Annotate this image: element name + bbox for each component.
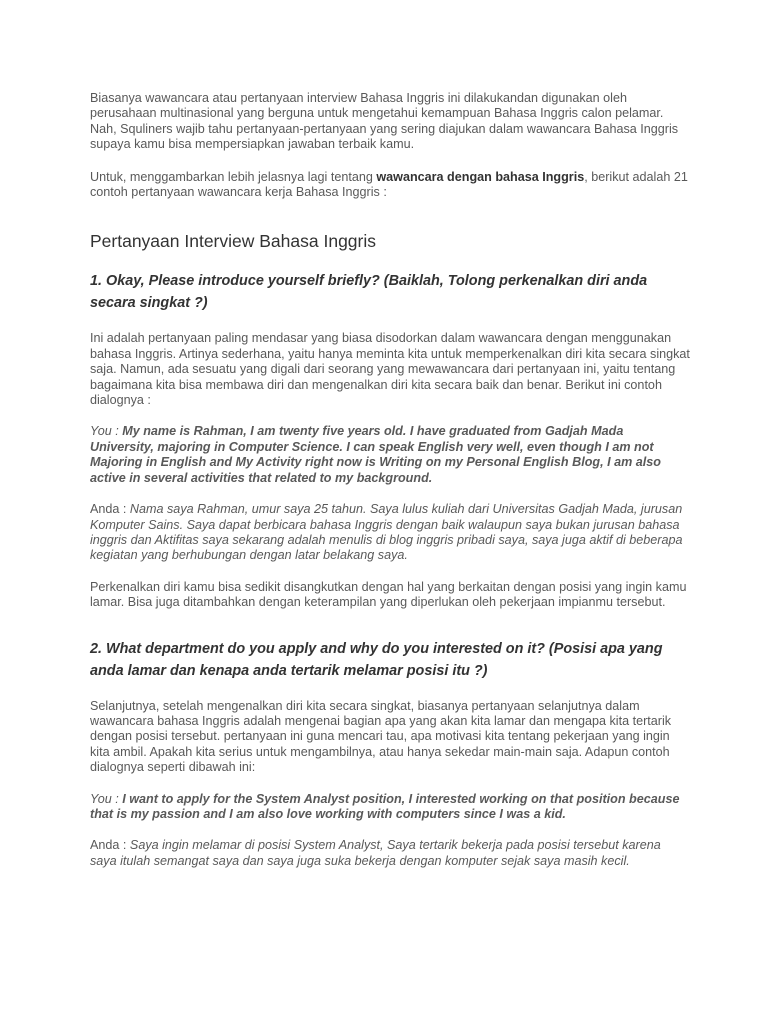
anda-label: Anda : — [90, 502, 130, 517]
anda-answer: Nama saya Rahman, umur saya 25 tahun. Saya lulus kuliah dari Universitas Gadjah Mada, jurusan Komputer Sains. Saya dapat berbicara bahasa Inggris dengan baik walaupun saya bukan jurusan bahasa inggris dan Aktifitas saya sekarang adalah menulis di blog inggris pribadi saya, saya juga aktif di beberapa kegiatan yang berhubungan dengan latar belakang saya. — [90, 502, 683, 563]
you-answer: My name is Rahman, I am twenty five years old. I have graduated from Gadjah Mada University, majoring in Computer Science. I can speak English very well, even though I am not Majoring in English and My Activity right now is Writing on my Personal English Blog, I am also active in several activities that related to my background. — [90, 424, 661, 485]
intro-paragraph-1: Biasanya wawancara atau pertanyaan interview Bahasa Inggris ini dilakukandan digunakan oleh perusahaan multinasional yang berguna untuk mengetahui kemampuan Bahasa Inggris calon pelamar. Nah, Squliners wajib tahu pertanyaan-pertanyaan yang sering diajukan dalam wawancara Bahasa Inggris supaya kamu bisa mempersiapkan jawaban terbaik kamu. — [90, 91, 679, 152]
intro-p2-keyword: wawancara dengan bahasa Inggris — [376, 169, 585, 184]
section-title: Pertanyaan Interview Bahasa Inggris — [90, 231, 376, 252]
anda-answer: Saya ingin melamar di posisi System Analyst, Saya tertarik bekerja pada posisi tersebut karena saya itulah semangat saya dan saya juga suka bekerja dengan komputer sejak saya masih kecil. — [90, 838, 661, 868]
anda-label: Anda : — [90, 838, 130, 853]
question-2-anda-dialog — [90, 838, 690, 869]
question-2-explanation: Selanjutnya, setelah mengenalkan diri kita secara singkat, biasanya pertanyaan selanjutnya dalam wawancara bahasa Inggris adalah mengenai bagian apa yang akan kita lamar dan mengapa kita tertarik dengan posisi tersebut. pertanyaan ini guna mencari tau, apa motivasi kita tentang pekerjaan yang ingin kita ambil. Apakah kita serius untuk mengambilnya, atau hanya sekedar main-main saja. Adapun contoh dialognya seperti dibawah ini: — [90, 698, 672, 775]
question-1-note: Perkenalkan diri kamu bisa sedikit disangkutkan dengan hal yang berkaitan dengan posisi yang ingin kamu lamar. Bisa juga ditambahkan dengan keterampilan yang diperlukan oleh pekerjaan impianmu tersebut. — [90, 579, 687, 610]
you-label: You : — [90, 424, 123, 439]
question-2-you-dialog — [90, 792, 690, 823]
intro-paragraph-2 — [90, 170, 690, 201]
intro-p2-before: Untuk, menggambarkan lebih jelasnya lagi tentang — [90, 169, 377, 184]
question-2-title: 2. What department do you apply and why do you interested on it? (Posisi apa yang anda lamar dan kenapa anda tertarik melamar posisi itu ?) — [90, 640, 663, 679]
document-page — [90, 91, 690, 869]
question-1-title: 1. Okay, Please introduce yourself briefly? (Baiklah, Tolong perkenalkan diri anda secara singkat ?) — [90, 273, 648, 312]
intro-p2-after: , berikut adalah 21 contoh pertanyaan wawancara kerja Bahasa Inggris : — [90, 169, 688, 200]
question-1-anda-dialog — [90, 502, 690, 564]
you-label: You : — [90, 791, 123, 806]
question-1-you-dialog — [90, 424, 690, 486]
question-1-explanation: Ini adalah pertanyaan paling mendasar yang biasa disodorkan dalam wawancara dengan menggunakan bahasa Inggris. Artinya sederhana, yaitu hanya meminta kita untuk memperkenalkan diri kita secara singkat saja. Namun, ada sesuatu yang digali dari seorang yang mewawancara dari pertanyaan ini, yaitu tentang bagaimana kita bisa membawa diri dan mengenalkan diri kita secara baik dan benar. Berikut ini contoh dialognya : — [90, 331, 690, 408]
you-answer: I want to apply for the System Analyst position, I interested working on that position because that is my passion and I am also love working with computers since I was a kid. — [90, 791, 680, 821]
